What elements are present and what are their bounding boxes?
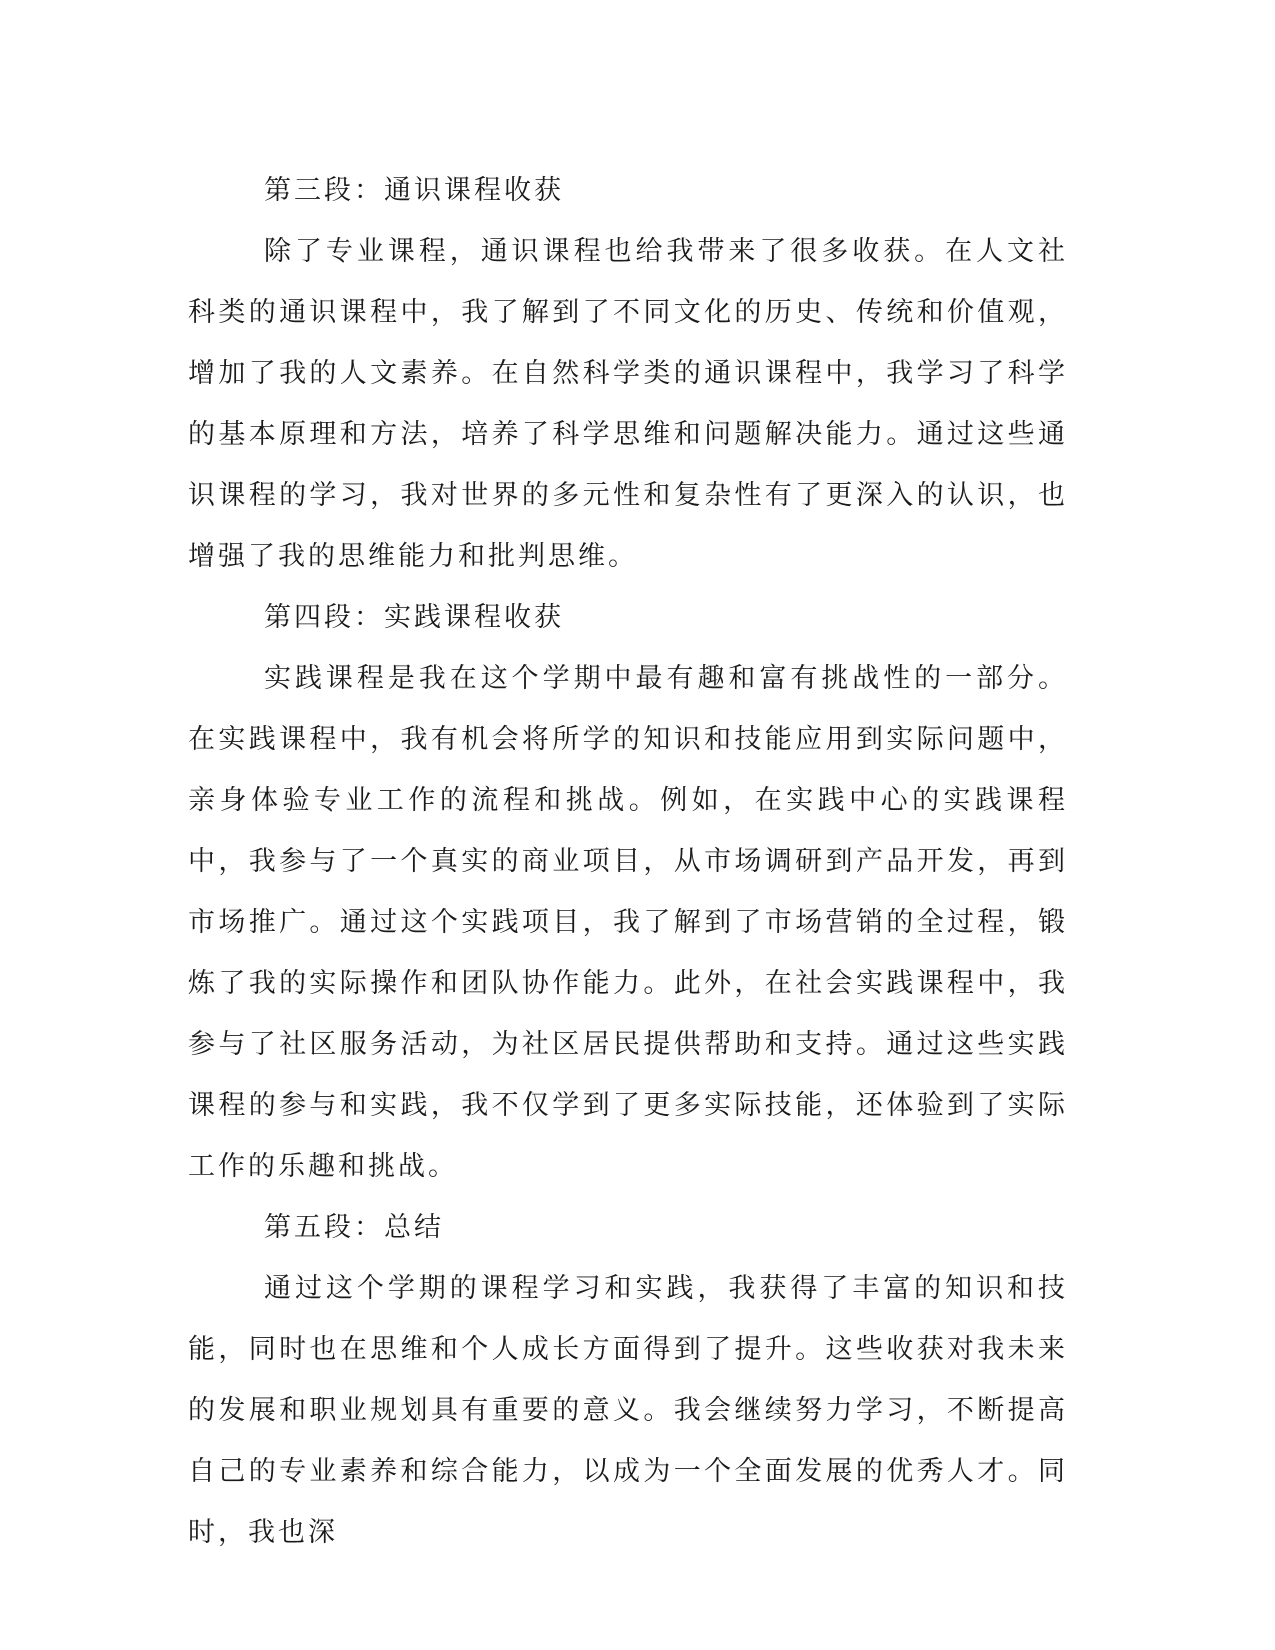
section-paragraph-5: 通过这个学期的课程学习和实践，我获得了丰富的知识和技能，同时也在思维和个人成长方面得到了提升。这些收获对我未来的发展和职业规划具有重要的意义。我会继续努力学习，不断提高自己的专业素养和综合能力，以成为一个全面发展的优秀人才。同时，我也深 <box>188 1273 1068 1548</box>
section-paragraph-3: 除了专业课程，通识课程也给我带来了很多收获。在人文社科类的通识课程中，我了解到了不同文化的历史、传统和价值观，增加了我的人文素养。在自然科学类的通识课程中，我学习了科学的基本原理和方法，培养了科学思维和问题解决能力。通过这些通识课程的学习，我对世界的多元性和复杂性有了更深入的认识，也增强了我的思维能力和批判思维。 <box>188 236 1068 572</box>
section-heading-4: 第四段：实践课程收获 <box>264 602 564 633</box>
document-body <box>188 160 1068 1563</box>
section-heading-3: 第三段：通识课程收获 <box>264 175 564 206</box>
section-paragraph-4: 实践课程是我在这个学期中最有趣和富有挑战性的一部分。在实践课程中，我有机会将所学的知识和技能应用到实际问题中，亲身体验专业工作的流程和挑战。例如，在实践中心的实践课程中，我参与了一个真实的商业项目，从市场调研到产品开发，再到市场推广。通过这个实践项目，我了解到了市场营销的全过程，锻炼了我的实际操作和团队协作能力。此外，在社会实践课程中，我参与了社区服务活动，为社区居民提供帮助和支持。通过这些实践课程的参与和实践，我不仅学到了更多实际技能，还体验到了实际工作的乐趣和挑战。 <box>188 663 1068 1182</box>
section-heading-5: 第五段：总结 <box>264 1212 444 1243</box>
